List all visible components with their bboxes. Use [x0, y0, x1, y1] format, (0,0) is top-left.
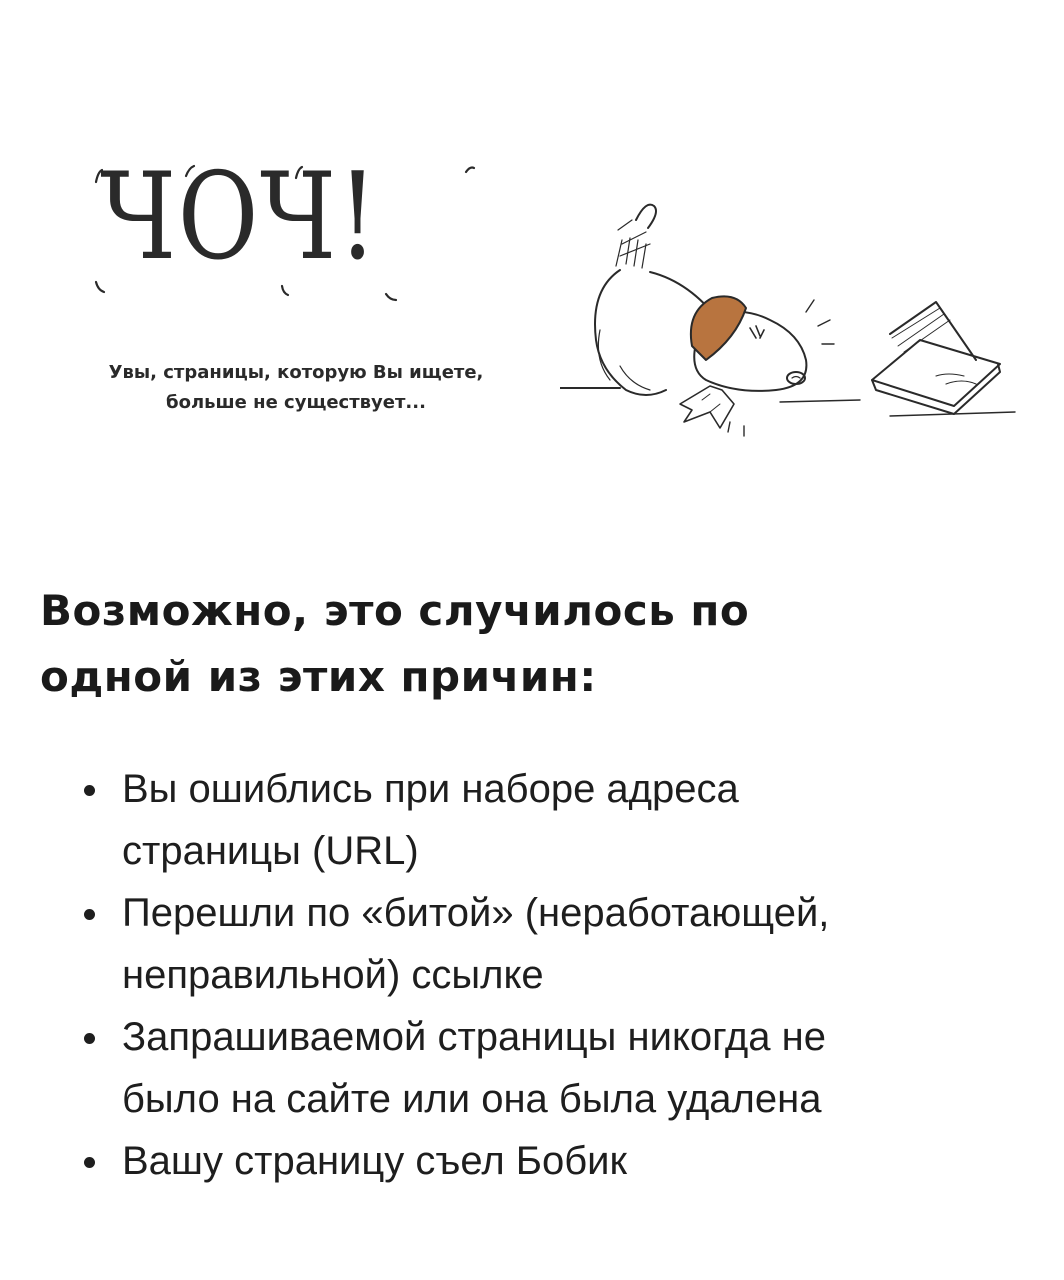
reasons-heading-line: Возможно, это случилось по — [40, 586, 750, 635]
dog-chewing-book-icon — [560, 180, 1020, 440]
list-item-text: Запрашиваемой страницы никогда не — [122, 1015, 826, 1059]
list-item — [122, 758, 1062, 882]
list-item-text: неправильной) ссылке — [122, 953, 544, 997]
bullet-icon — [84, 1033, 95, 1044]
apology-line: Увы, страницы, которую Вы ищете, — [108, 362, 484, 383]
list-item-text: Перешли по «битой» (неработающей, — [122, 891, 830, 935]
bullet-icon — [84, 909, 95, 920]
list-item-text: Вашу страницу съел Бобик — [122, 1139, 628, 1183]
list-item — [122, 882, 1062, 1006]
bullet-icon — [84, 785, 95, 796]
reasons-heading-line: одной из этих причин: — [40, 652, 597, 701]
apology-line: больше не существует... — [166, 392, 426, 413]
list-item-text: было на сайте или она была удалена — [122, 1077, 822, 1121]
error-hero — [0, 150, 1064, 460]
list-item — [122, 1006, 1062, 1130]
apology-message — [36, 358, 556, 418]
reasons-list — [80, 758, 1062, 1192]
error-code-heading: ЧОЧ! — [100, 148, 379, 287]
bullet-icon — [84, 1157, 95, 1168]
reasons-heading — [40, 578, 1020, 710]
list-item-text: страницы (URL) — [122, 829, 419, 873]
list-item — [122, 1130, 1062, 1192]
list-item-text: Вы ошиблись при наборе адреса — [122, 767, 739, 811]
